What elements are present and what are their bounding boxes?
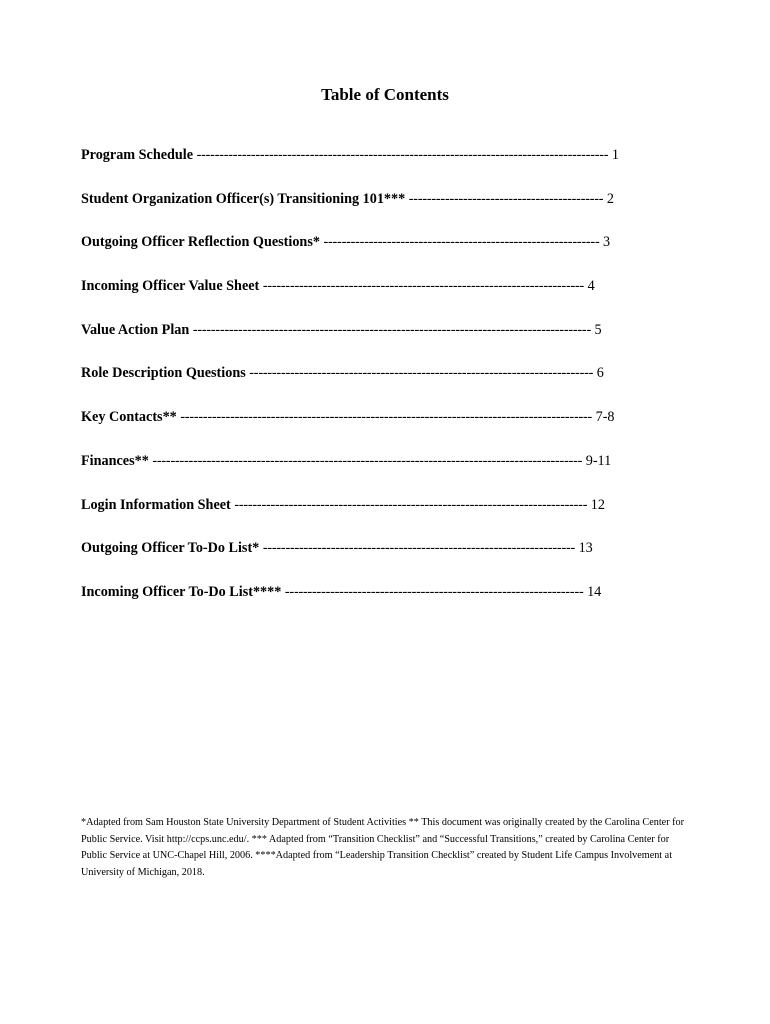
toc-entry-label: Role Description Questions xyxy=(81,365,246,382)
toc-page-number: 7-8 xyxy=(595,409,615,426)
toc-entry xyxy=(81,188,681,232)
toc-page-number: 13 xyxy=(578,540,593,557)
toc-entry-label: Student Organization Officer(s) Transitioning 101*** xyxy=(81,190,406,207)
toc-entry xyxy=(81,406,681,450)
toc-entry-label: Outgoing Officer Reflection Questions* xyxy=(81,234,320,251)
toc-entry-label: Key Contacts** xyxy=(81,409,177,426)
toc-leader: --------------------------------------------------------------------- xyxy=(262,540,576,557)
toc-leader: ---------------------------------------------------------------------------------------- xyxy=(192,321,591,338)
toc-leader: ----------------------------------------------------------------------- xyxy=(262,278,585,295)
toc-entry xyxy=(81,231,681,275)
toc-entry xyxy=(81,362,681,406)
toc-page-number: 6 xyxy=(596,365,604,382)
toc-entry xyxy=(81,537,681,581)
toc-page-number: 14 xyxy=(587,583,602,600)
toc-leader: ------------------------------------------------------------------------------------------- xyxy=(180,409,593,426)
toc-leader: ------------------------------------------------------------- xyxy=(323,234,600,251)
toc-page-number: 5 xyxy=(594,321,602,338)
toc-page-number: 1 xyxy=(611,147,619,163)
toc-entry-label: Incoming Officer To-Do List**** xyxy=(81,583,282,600)
toc-leader: ------------------------------------------------------------------ xyxy=(284,583,584,600)
toc-entry xyxy=(81,494,681,538)
page-title: Table of Contents xyxy=(321,85,449,104)
toc-leader: ----------------------------------------------------------------------------------------------- xyxy=(152,452,583,469)
toc-leader: ------------------------------------------------------------------------------ xyxy=(234,496,588,513)
toc-entry-label: Finances** xyxy=(81,452,149,469)
footnote: *Adapted from Sam Houston State University Department of Student Activities ** This document was originally created by the Carolina Center for Public Service. Visit http://ccps.unc.edu/. *** Adapted from “Transition Checklist” and “Successful Transitions,” created by Carolina Center for Public Service at UNC-Chapel Hill, 2006. ****Adapted from “Leadership Transition Checklist” created by Student Life Campus Involvement at University of Michigan, 2018. xyxy=(81,817,685,878)
toc-list xyxy=(81,144,681,625)
toc-entry-label: Outgoing Officer To-Do List* xyxy=(81,540,260,557)
toc-leader: ------------------------------------------------------------------------------------------- xyxy=(196,147,609,163)
toc-leader: ------------------------------------------- xyxy=(408,190,604,207)
toc-entry xyxy=(81,450,681,494)
toc-entry xyxy=(81,144,681,188)
toc-entry-label: Login Information Sheet xyxy=(81,496,231,513)
toc-page-number: 12 xyxy=(590,496,605,513)
toc-entry xyxy=(81,275,681,319)
toc-entry-label: Value Action Plan xyxy=(81,321,190,338)
toc-entry-label: Program Schedule xyxy=(81,147,194,163)
toc-page-number: 4 xyxy=(587,278,595,295)
toc-leader: ---------------------------------------------------------------------------- xyxy=(249,365,594,382)
toc-page-number: 3 xyxy=(603,234,611,251)
toc-page-number: 2 xyxy=(606,190,614,207)
toc-entry xyxy=(81,319,681,363)
toc-entry-label: Incoming Officer Value Sheet xyxy=(81,278,260,295)
toc-entry xyxy=(81,581,681,625)
toc-page-number: 9-11 xyxy=(585,452,612,469)
